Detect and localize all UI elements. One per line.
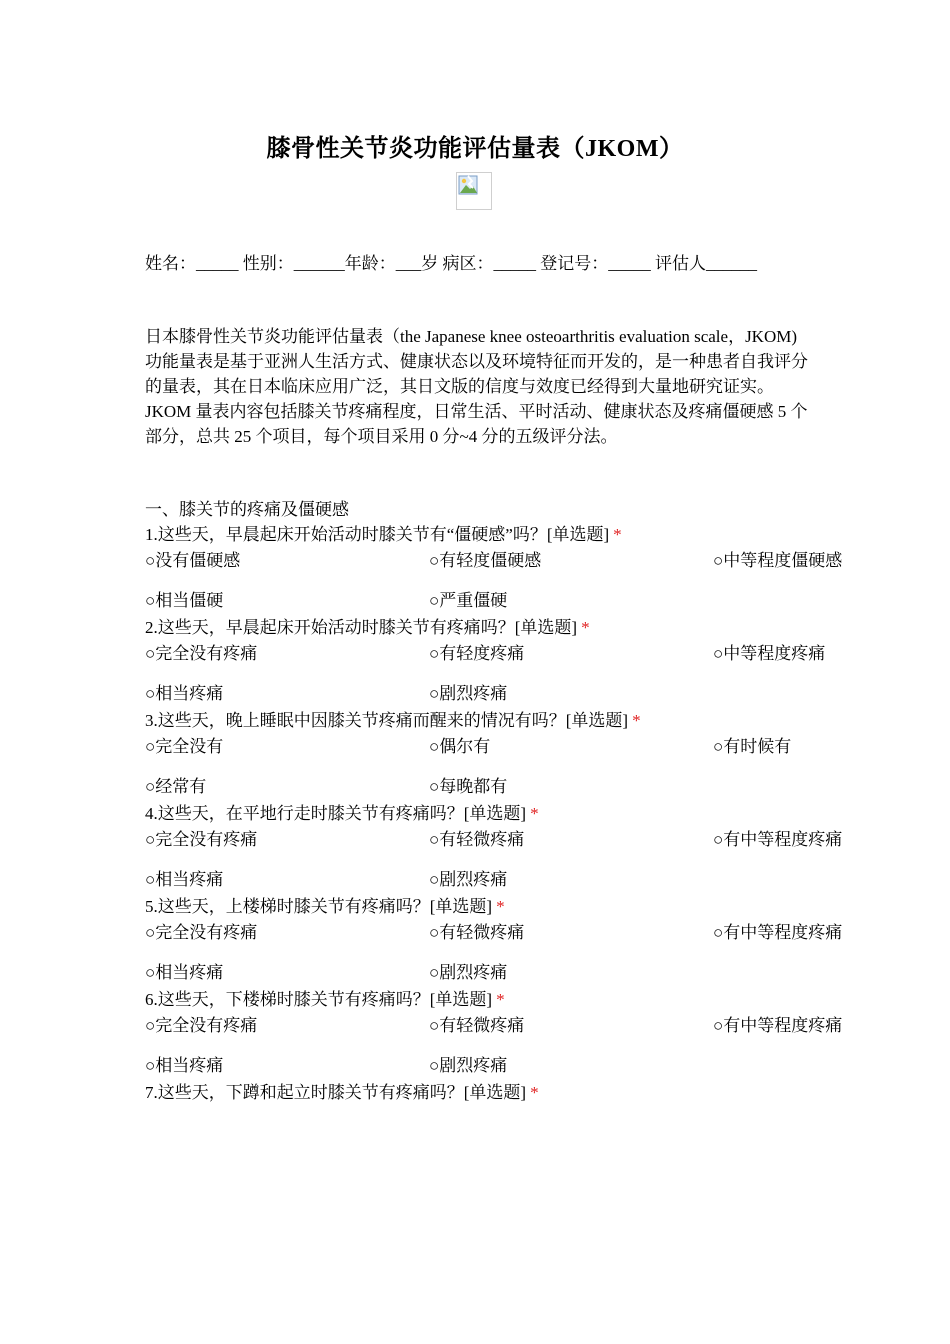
question-text: 7.这些天，下蹲和起立时膝关节有疼痛吗？[单选题] <box>145 1083 527 1102</box>
broken-image-icon <box>456 172 492 210</box>
radio-option[interactable]: ○有轻微疼痛 <box>429 923 525 942</box>
question-1 <box>145 522 945 615</box>
radio-option[interactable]: ○有中等程度疼痛 <box>713 830 843 849</box>
patient-info-line: 姓名：_____ 性别：______年龄：___岁 病区：_____ 登记号：_____ 评估人______ <box>145 254 757 273</box>
questionnaire <box>145 497 945 1106</box>
question-text: 3.这些天，晚上睡眠中因膝关节疼痛而醒来的情况有吗？[单选题] <box>145 711 629 730</box>
radio-option[interactable]: ○有中等程度疼痛 <box>713 1016 843 1035</box>
question-3 <box>145 708 945 801</box>
radio-option[interactable]: ○完全没有疼痛 <box>145 830 258 849</box>
radio-option[interactable]: ○剧烈疼痛 <box>429 963 508 982</box>
required-mark: * <box>613 525 622 544</box>
radio-option[interactable]: ○完全没有疼痛 <box>145 923 258 942</box>
radio-option[interactable]: ○相当疼痛 <box>145 1056 224 1075</box>
radio-option[interactable]: ○每晚都有 <box>429 777 508 796</box>
required-mark: * <box>632 711 641 730</box>
question-2 <box>145 615 945 708</box>
section-title: 一、膝关节的疼痛及僵硬感 <box>145 500 349 519</box>
radio-option[interactable]: ○中等程度疼痛 <box>713 644 826 663</box>
radio-option[interactable]: ○有轻微疼痛 <box>429 1016 525 1035</box>
question-text: 5.这些天，上楼梯时膝关节有疼痛吗？[单选题] <box>145 897 493 916</box>
question-text: 6.这些天，下楼梯时膝关节有疼痛吗？[单选题] <box>145 990 493 1009</box>
radio-option[interactable]: ○中等程度僵硬感 <box>713 551 843 570</box>
radio-option[interactable]: ○相当疼痛 <box>145 684 224 703</box>
radio-option[interactable]: ○相当疼痛 <box>145 870 224 889</box>
question-text: 2.这些天，早晨起床开始活动时膝关节有疼痛吗？[单选题] <box>145 618 578 637</box>
radio-option[interactable]: ○严重僵硬 <box>429 591 508 610</box>
radio-option[interactable]: ○相当疼痛 <box>145 963 224 982</box>
question-text: 4.这些天，在平地行走时膝关节有疼痛吗？[单选题] <box>145 804 527 823</box>
radio-option[interactable]: ○没有僵硬感 <box>145 551 241 570</box>
required-mark: * <box>496 897 505 916</box>
radio-option[interactable]: ○完全没有 <box>145 737 224 756</box>
question-text: 1.这些天，早晨起床开始活动时膝关节有“僵硬感”吗？[单选题] <box>145 525 610 544</box>
radio-option[interactable]: ○有时候有 <box>713 737 792 756</box>
question-7 <box>145 1080 945 1106</box>
radio-option[interactable]: ○偶尔有 <box>429 737 491 756</box>
document-title: 膝骨性关节炎功能评估量表（JKOM） <box>266 136 684 162</box>
radio-option[interactable]: ○完全没有疼痛 <box>145 644 258 663</box>
radio-option[interactable]: ○完全没有疼痛 <box>145 1016 258 1035</box>
radio-option[interactable]: ○剧烈疼痛 <box>429 1056 508 1075</box>
radio-option[interactable]: ○有轻微疼痛 <box>429 830 525 849</box>
question-4 <box>145 801 945 894</box>
radio-option[interactable]: ○有轻度僵硬感 <box>429 551 542 570</box>
radio-option[interactable]: ○有中等程度疼痛 <box>713 923 843 942</box>
radio-option[interactable]: ○剧烈疼痛 <box>429 870 508 889</box>
radio-option[interactable]: ○经常有 <box>145 777 207 796</box>
required-mark: * <box>530 1083 539 1102</box>
question-6 <box>145 987 945 1080</box>
required-mark: * <box>496 990 505 1009</box>
required-mark: * <box>581 618 590 637</box>
required-mark: * <box>530 804 539 823</box>
question-5 <box>145 894 945 987</box>
radio-option[interactable]: ○剧烈疼痛 <box>429 684 508 703</box>
intro-paragraph: 日本膝骨性关节炎功能评估量表（the Japanese knee osteoarthritis evaluation scale，JKOM) 功能量表是基于亚洲人生活方式、健康状态以及环境特征而开发的，是一种患者自我评分的量表，其在日本临床应用广泛，其日文版的信度与效度已经得到大量地研究证实。JKOM 量表内容包括膝关节疼痛程度，日常生活、平时活动、健康状态及疼痛僵硬感 5 个部分，总共 25 个项目，每个项目采用 0 分~4 分的五级评分法。 <box>145 327 808 446</box>
radio-option[interactable]: ○相当僵硬 <box>145 591 224 610</box>
radio-option[interactable]: ○有轻度疼痛 <box>429 644 525 663</box>
